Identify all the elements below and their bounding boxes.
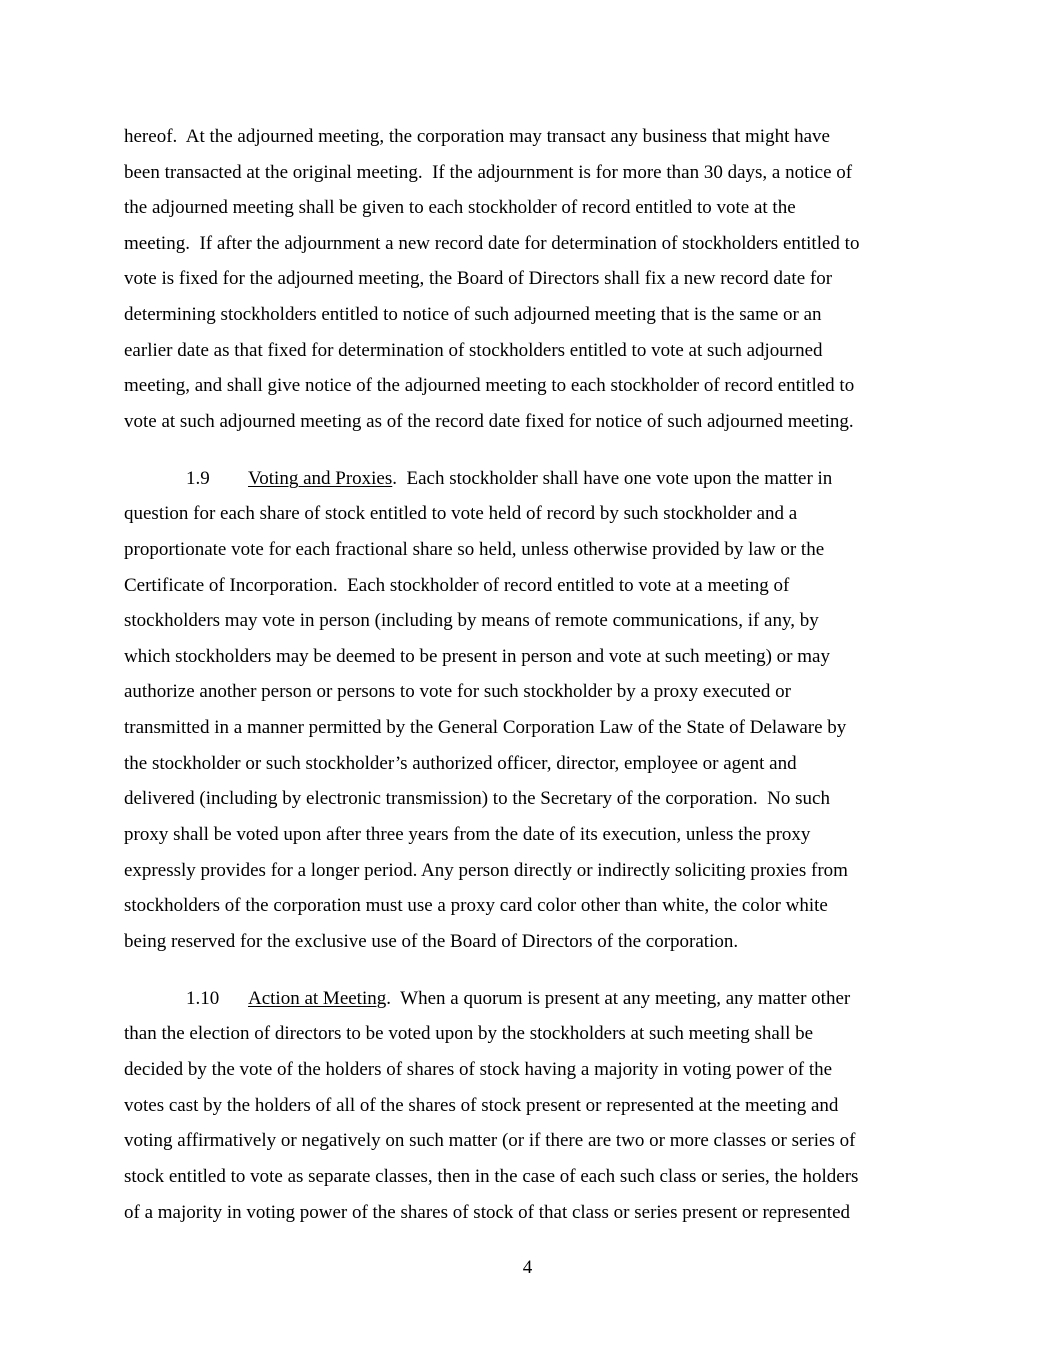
section-first-line-text: . When a quorum is present at any meeting, any matter other bbox=[386, 988, 851, 1009]
text-line: which stockholders may be deemed to be present in person and vote at such meeting) or may bbox=[124, 646, 830, 667]
text-line: the stockholder or such stockholder’s authorized officer, director, employee or agent and bbox=[124, 753, 797, 774]
text-line: hereof. At the adjourned meeting, the corporation may transact any business that might have bbox=[124, 126, 830, 147]
section-number: 1.10 bbox=[186, 988, 220, 1009]
text-line: authorize another person or persons to vote for such stockholder by a proxy executed or bbox=[124, 681, 791, 702]
text-line: vote is fixed for the adjourned meeting, the Board of Directors shall fix a new record date for bbox=[124, 268, 833, 289]
section-first-line bbox=[186, 468, 832, 490]
section-number: 1.9 bbox=[186, 468, 210, 489]
text-line: earlier date as that fixed for determination of stockholders entitled to vote at such adjourned bbox=[124, 340, 823, 361]
section-first-line bbox=[186, 988, 850, 1010]
text-line: stockholders of the corporation must use a proxy card color other than white, the color white bbox=[124, 895, 828, 916]
page-number: 4 bbox=[522, 1257, 533, 1278]
text-line: determining stockholders entitled to notice of such adjourned meeting that is the same or an bbox=[124, 304, 822, 325]
text-line: been transacted at the original meeting. If the adjournment is for more than 30 days, a notice of bbox=[124, 162, 853, 183]
text-line: stock entitled to vote as separate classes, then in the case of each such class or series, the holders bbox=[124, 1166, 859, 1187]
text-line: decided by the vote of the holders of shares of stock having a majority in voting power of the bbox=[124, 1059, 833, 1080]
section-heading: Voting and Proxies bbox=[248, 468, 393, 489]
text-line: being reserved for the exclusive use of the Board of Directors of the corporation. bbox=[124, 931, 739, 952]
text-line: proportionate vote for each fractional share so held, unless otherwise provided by law or the bbox=[124, 539, 825, 560]
text-line: voting affirmatively or negatively on such matter (or if there are two or more classes or series of bbox=[124, 1130, 856, 1151]
text-line: meeting. If after the adjournment a new record date for determination of stockholders entitled to bbox=[124, 233, 860, 254]
text-line: stockholders may vote in person (including by means of remote communications, if any, by bbox=[124, 610, 819, 631]
text-line: the adjourned meeting shall be given to each stockholder of record entitled to vote at the bbox=[124, 197, 796, 218]
text-line: proxy shall be voted upon after three years from the date of its execution, unless the proxy bbox=[124, 824, 811, 845]
text-line: delivered (including by electronic transmission) to the Secretary of the corporation. No such bbox=[124, 788, 830, 809]
section-heading: Action at Meeting bbox=[248, 988, 387, 1009]
text-line: vote at such adjourned meeting as of the record date fixed for notice of such adjourned meeting. bbox=[124, 411, 854, 432]
text-line: transmitted in a manner permitted by the General Corporation Law of the State of Delaware by bbox=[124, 717, 847, 738]
text-line: votes cast by the holders of all of the shares of stock present or represented at the meeting and bbox=[124, 1095, 839, 1116]
section-first-line-text: . Each stockholder shall have one vote upon the matter in bbox=[392, 468, 833, 489]
text-line: of a majority in voting power of the shares of stock of that class or series present or represented bbox=[124, 1202, 850, 1223]
text-line: expressly provides for a longer period. Any person directly or indirectly soliciting proxies from bbox=[124, 860, 848, 881]
text-line: question for each share of stock entitled to vote held of record by such stockholder and a bbox=[124, 503, 798, 524]
text-line: than the election of directors to be voted upon by the stockholders at such meeting shall be bbox=[124, 1023, 814, 1044]
text-line: Certificate of Incorporation. Each stockholder of record entitled to vote at a meeting of bbox=[124, 575, 790, 596]
text-line: meeting, and shall give notice of the adjourned meeting to each stockholder of record entitled to bbox=[124, 375, 855, 396]
